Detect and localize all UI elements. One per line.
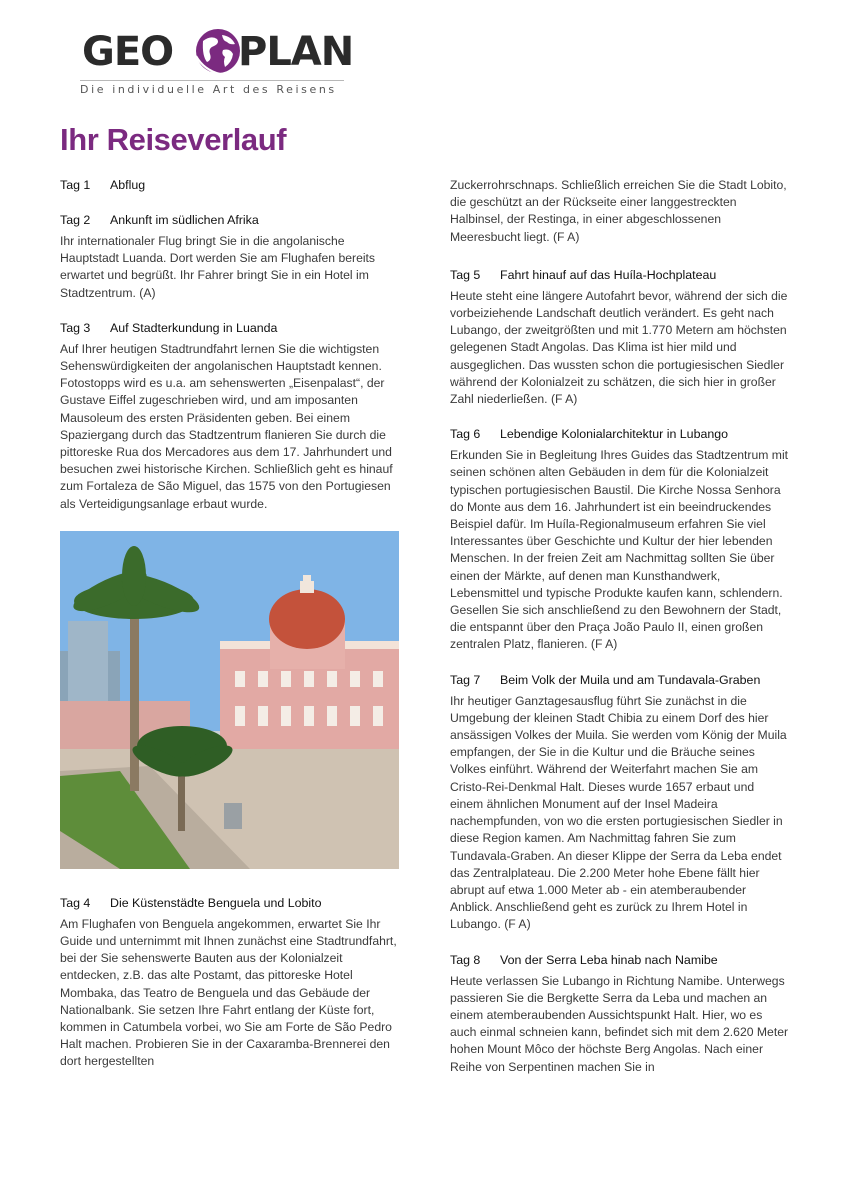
day-entry bbox=[60, 895, 400, 1071]
day-description: Heute steht eine längere Autofahrt bevor, während der sich die vorbeiziehende Landschaft deutlich verändert. Es geht nach Lubango, der zweitgrößten und mit 1.770 Metern am höchsten gelegenen Stadt Angolas. Das Klima ist hier mild und ausgeglichen. Das wussten schon die portugiesischen Siedler während der Kolonialzeit zu schätzen, die sich hier in großer Zahl niederließen. (F A) bbox=[450, 288, 788, 407]
day-heading bbox=[450, 267, 790, 284]
day-number: Tag 3 bbox=[60, 320, 91, 335]
itinerary-left-column bbox=[60, 177, 400, 1089]
day-description: Auf Ihrer heutigen Stadtrundfahrt lernen Sie die wichtigsten Sehenswürdigkeiten der angolanischen Hauptstadt kennen. Fotostopps wird es u.a. am sehenswerten „Eisenpalast“, der Gustave Eiffel zugeschrieben wird, und am imposanten Mausoleum des ersten Präsidenten geben. Bei einem Spaziergang durch das Stadtzentrum flanieren Sie durch die pittoreske Rua dos Mercadores aus dem 17. Jahrhundert und besuchen zwei historische Kirchen. Schließlich geht es hinauf zum Fortaleza de São Miguel, das 1575 von den Portugiesen als Verteidigungsanlage erbaut wurde. bbox=[60, 341, 393, 511]
day-number: Tag 2 bbox=[60, 213, 91, 227]
day-title: Fahrt hinauf auf das Huíla-Hochplateau bbox=[500, 267, 717, 282]
day-number: Tag 6 bbox=[450, 427, 481, 442]
day-title: Die Küstenstädte Benguela und Lobito bbox=[110, 895, 322, 910]
day-title: Lebendige Kolonialarchitektur in Lubango bbox=[500, 427, 729, 442]
luanda-building-photo bbox=[60, 531, 399, 869]
logo-tagline: Die individuelle Art des Reisens bbox=[80, 83, 337, 96]
day-description: Ihr heutiger Ganztagesausflug führt Sie zunächst in die Umgebung der kleinen Stadt Chibia zu einem Dorf des hier ansässigen Volkes der Muila. Sie werden vom König der Muila empfangen, der Sie in die Kultur und die Bräuche seines Volkes einführt. Während der Weiterfahrt machen Sie am Cristo-Rei-Denkmal Halt. Dieses wurde 1657 erbaut und einem ähnlichen Monument auf der Insel Madeira nachempfunden, von wo die ersten portugiesischen Siedler in diese Region kamen. Am Nachmittag fahren Sie zum Tundavala-Graben. An dieser Klippe der Serra da Leba endet das Zentralplateau. Die 2.200 Meter hohe Ebene fällt hier abrupt auf etwa 1.000 Meter ab - ein atemberaubender Anblick. Anschließend geht es zurück zu Ihrem Hotel in Lubango. (F A) bbox=[450, 693, 787, 932]
page-title: Ihr Reiseverlauf bbox=[60, 122, 287, 157]
geoplan-logo bbox=[78, 22, 354, 98]
day-number: Tag 8 bbox=[450, 952, 481, 967]
day-title: Auf Stadterkundung in Luanda bbox=[110, 320, 278, 335]
day-title: Von der Serra Leba hinab nach Namibe bbox=[500, 952, 718, 967]
day-heading bbox=[450, 952, 790, 969]
day-entry bbox=[60, 320, 400, 513]
day-title: Beim Volk der Muila und am Tundavala-Graben bbox=[500, 672, 761, 687]
itinerary-right-column bbox=[450, 177, 790, 1094]
day-number: Tag 1 bbox=[60, 178, 91, 192]
day-entry bbox=[450, 426, 790, 653]
day-entry bbox=[450, 672, 790, 934]
day-description: Am Flughafen von Benguela angekommen, erwartet Sie Ihr Guide und unternimmt mit Ihnen zunächst eine Stadtrundfahrt, bei der Sie sehenswerte Bauten aus der Kolonialzeit entdecken, z.B. das alte Postamt, das pittoreske Hotel Mombaka, das Teatro de Benguela und das Gebäude der Nationalbank. Sie setzen Ihre Fahrt entlang der Küste fort, kommen in Catumbela vorbei, wo Sie am Forte de São Pedro Halt machen. Probieren Sie in der Caxaramba-Brennerei den dort hergestellten bbox=[60, 916, 397, 1069]
day-description: Heute verlassen Sie Lubango in Richtung Namibe. Unterwegs passieren Sie die Bergkette Serra da Leba und machen an einem atemberaubenden Aussichtspunkt Halt. Hier, wo es auch einmal schneien kann, befindet sich mit dem 2.620 Meter hohen Mount Môco der höchste Berg Angolas. Nach einer Reihe von Serpentinen machen Sie in bbox=[450, 973, 789, 1074]
day-heading bbox=[450, 672, 790, 689]
logo-divider bbox=[80, 80, 344, 81]
day-heading bbox=[60, 895, 400, 912]
day-heading bbox=[450, 426, 790, 443]
globe-icon bbox=[193, 26, 243, 76]
day-entry bbox=[60, 177, 400, 194]
day-description: Ihr internationaler Flug bringt Sie in die angolanische Hauptstadt Luanda. Dort werden Sie am Flughafen bereits erwartet und begrüßt. Ihr Fahrer bringt Sie in ein Hotel im Stadtzentrum. (A) bbox=[60, 234, 376, 300]
day-number: Tag 5 bbox=[450, 267, 481, 282]
logo-word-plan: PLAN bbox=[238, 29, 354, 75]
day-entry bbox=[60, 212, 400, 302]
logo-word-geo: GEO bbox=[82, 29, 174, 75]
day-description: Erkunden Sie in Begleitung Ihres Guides das Stadtzentrum mit seinen schönen alten Gebäuden in dem für die Kolonialzeit typischen portugiesischen Baustil. Die Kirche Nossa Senhora do Monte aus dem 16. Jahrhundert ist ein beeindruckendes Beispiel dafür. Im Huíla-Regionalmuseum erfahren Sie viel Interessantes über Geschichte und Kultur der hier lebenden Menschen. In der freien Zeit am Nachmittag sollten Sie über einen der Märkte, auf denen man Kunsthandwerk, Lebensmittel und typische Produkte kaufen kann, schlendern. Gesellen Sie sich anschließend zu den Bewohnern der Stadt, die entspannt über den Praça João Paulo II, einen großen zentralen Platz, flanieren. (F A) bbox=[450, 448, 789, 652]
day-entry bbox=[450, 952, 790, 1076]
day-entry bbox=[450, 267, 790, 408]
day-number: Tag 4 bbox=[60, 895, 91, 910]
day-heading bbox=[60, 177, 400, 194]
day-number: Tag 7 bbox=[450, 672, 481, 687]
day-title: Ankunft im südlichen Afrika bbox=[110, 213, 259, 227]
day-heading bbox=[60, 320, 400, 337]
continued-text: Zuckerrohrschnaps. Schließlich erreichen Sie die Stadt Lobito, die geschützt an der Rückseite einer langgestreckten Halbinsel, der Restinga, in einer abgeschlossenen Meeresbucht liegt. (F A) bbox=[450, 178, 787, 244]
day-heading bbox=[60, 212, 400, 229]
day-title: Abflug bbox=[110, 178, 146, 192]
